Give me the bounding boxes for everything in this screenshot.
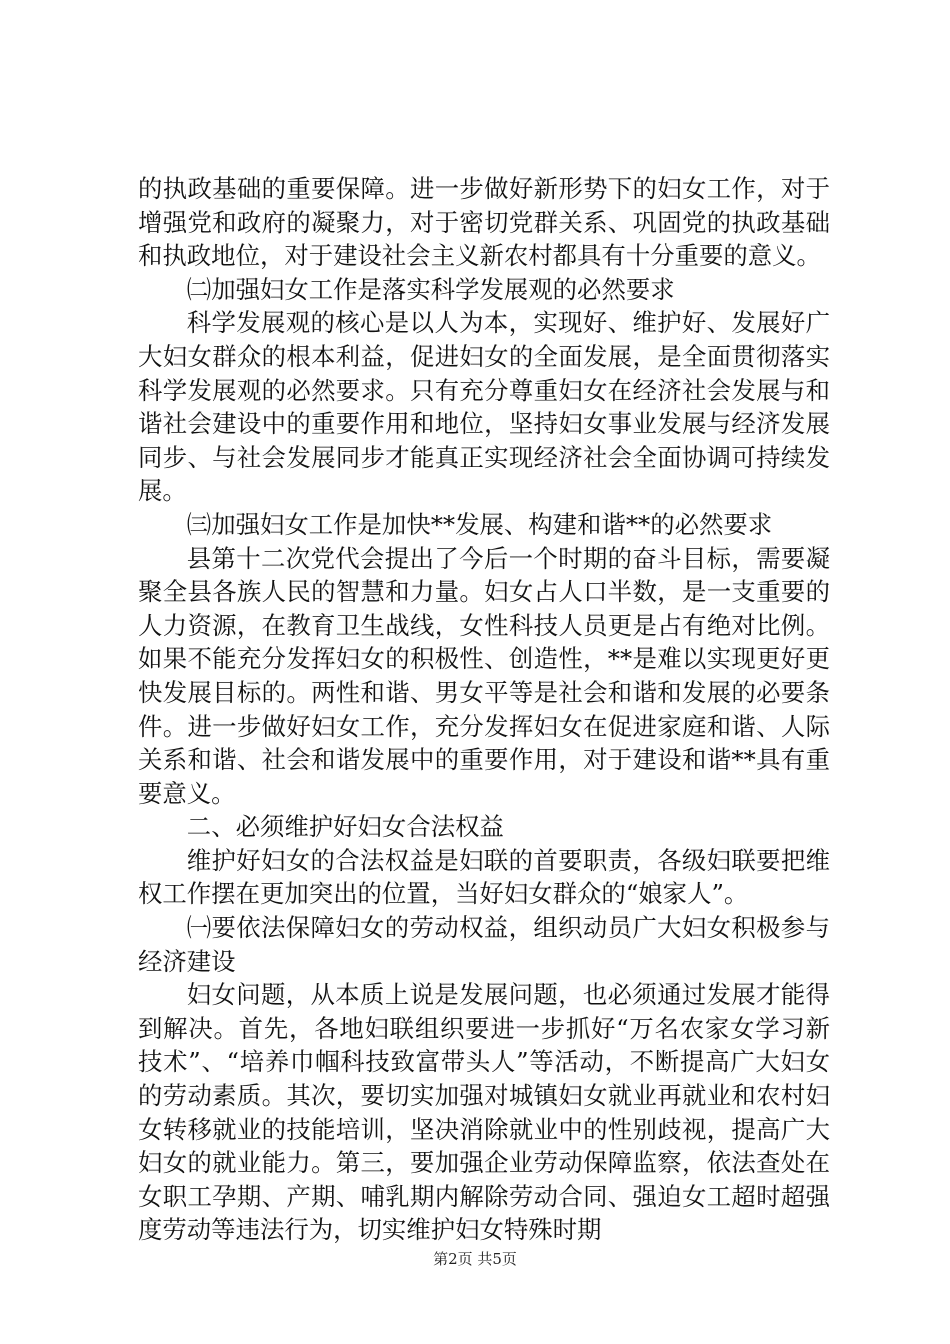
section-heading-3: ㈢加强妇女工作是加快**发展、构建和谐**的必然要求 <box>186 509 773 539</box>
section-heading-1: ㈠要依法保障妇女的劳动权益，组织动员广大妇女积极参与经济建设 <box>138 913 830 976</box>
paragraph-continuation: 的执政基础的重要保障。进一步做好新形势下的妇女工作，对于增强党和政府的凝聚力，对于密切党群关系、巩固党的执政基础和执政地位，对于建设社会主义新农村都具有十分重要的意义。 <box>138 174 830 271</box>
page-footer <box>0 1248 950 1269</box>
paragraph-party-congress: 县第十二次党代会提出了今后一个时期的奋斗目标，需要凝聚全县各族人民的智慧和力量。妇女占人口半数，是一支重要的人力资源，在教育卫生战线，女性科技人员更是占有绝对比例。如果不能充分发挥妇女的积极性、创造性，**是难以实现更好更快发展目标的。两性和谐、男女平等是社会和谐和发展的必要条件。进一步做好妇女工作，充分发挥妇女在促进家庭和谐、人际关系和谐、社会和谐发展中的重要作用，对于建设和谐**具有重要意义。 <box>138 543 830 808</box>
page-number: 第2页 共5页 <box>433 1250 517 1268</box>
paragraph-rights-duty: 维护好妇女的合法权益是妇联的首要职责，各级妇联要把维权工作摆在更加突出的位置，当好妇女群众的“娘家人”。 <box>138 845 830 909</box>
section-heading-2: ㈡加强妇女工作是落实科学发展观的必然要求 <box>186 274 675 304</box>
chapter-heading-2: 二、必须维护好妇女合法权益 <box>186 812 504 842</box>
paragraph-scientific-development: 科学发展观的核心是以人为本，实现好、维护好、发展好广大妇女群众的根本利益，促进妇女的全面发展，是全面贯彻落实科学发展观的必然要求。只有充分尊重妇女在经济社会发展与和谐社会建设中的重要作用和地位，坚持妇女事业发展与经济发展同步、与社会发展同步才能真正实现经济社会全面协调可持续发展。 <box>138 308 830 506</box>
document-body <box>138 172 830 1247</box>
paragraph-labor-rights: 妇女问题，从本质上说是发展问题，也必须通过发展才能得到解决。首先，各地妇联组织要进一步抓好“万名农家女学习新技术”、“培养巾帼科技致富带头人”等活动，不断提高广大妇女的劳动素质。其次，要切实加强对城镇妇女就业再就业和农村妇女转移就业的技能培训，坚决消除就业中的性别歧视，提高广大妇女的就业能力。第三，要加强企业劳动保障监察，依法查处在女职工孕期、产期、哺乳期内解除劳动合同、强迫女工超时超强度劳动等违法行为，切实维护妇女特殊时期 <box>138 980 830 1245</box>
